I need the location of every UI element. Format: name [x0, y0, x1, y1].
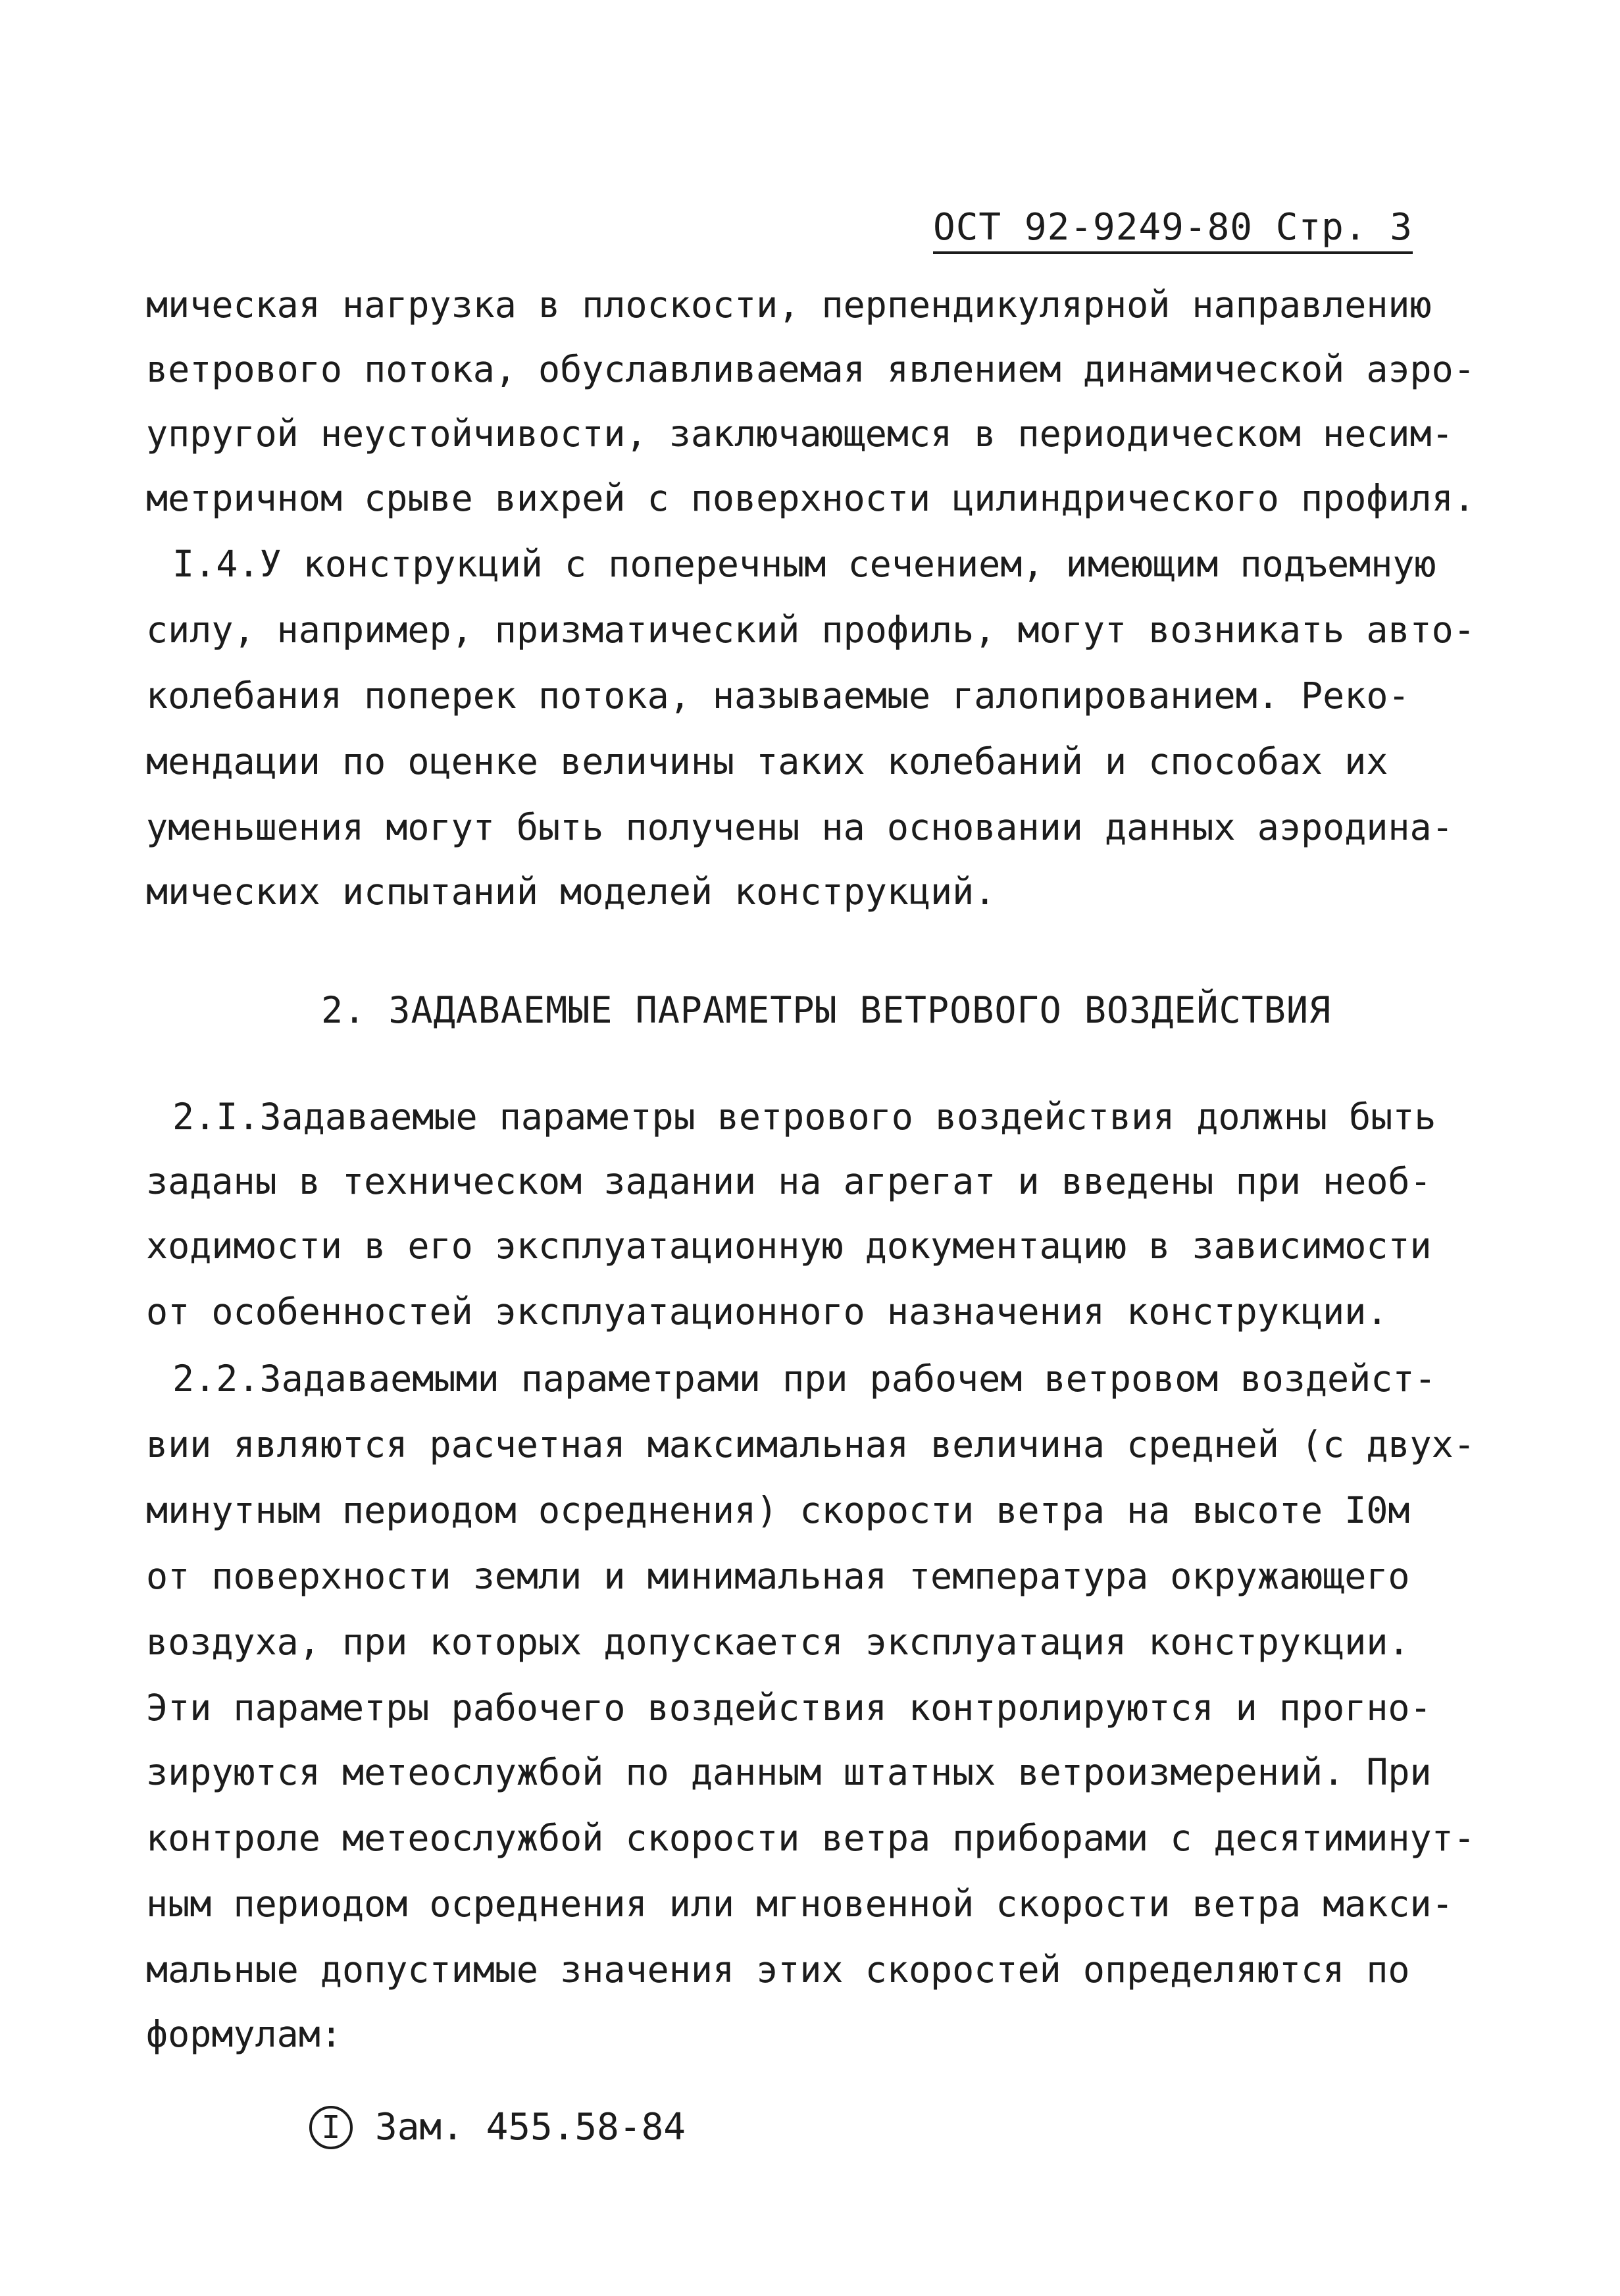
text-line: 2.I.Задаваемые параметры ветрового воздействия должны быть: [172, 1096, 1436, 1138]
text-line: заданы в техническом задании на агрегат и введены при необ-: [146, 1160, 1432, 1202]
text-line: минутным периодом осреднения) скорости ветра на высоте I0м: [146, 1489, 1410, 1531]
text-line: уменьшения могут быть получены на основании данных аэродина-: [146, 806, 1454, 848]
text-line: от поверхности земли и минимальная температура окружающего: [146, 1555, 1410, 1597]
text-line: формулам:: [146, 2013, 343, 2055]
change-note-text: Зам. 455.58-84: [375, 2106, 686, 2149]
text-line: 2.2.Задаваемыми параметрами при рабочем ветровом воздейст-: [172, 1358, 1436, 1400]
text-line: I.4.У конструкций с поперечным сечением, имеющим подъемную: [172, 543, 1436, 585]
text-line: ным периодом осреднения или мгновенной скорости ветра макси-: [146, 1883, 1454, 1925]
text-line: ходимости в его эксплуатационную документацию в зависимости: [146, 1225, 1432, 1267]
text-line: мальные допустимые значения этих скоростей определяются по: [146, 1949, 1410, 1991]
text-line: вии являются расчетная максимальная величина средней (с двух-: [146, 1423, 1475, 1466]
section-heading: 2. ЗАДАВАЕМЫЕ ПАРАМЕТРЫ ВЕТРОВОГО ВОЗДЕЙСТВИЯ: [321, 989, 1332, 1031]
text-line: ветрового потока, обуславливаемая явлением динамической аэро-: [146, 348, 1475, 390]
text-line: мендации по оценке величины таких колебаний и способах их: [146, 740, 1388, 782]
change-note: [309, 2106, 686, 2149]
text-line: Эти параметры рабочего воздействия контролируются и прогно-: [146, 1687, 1432, 1729]
document-header: ОСТ 92-9249-80 Стр. 3: [933, 209, 1413, 254]
text-line: упругой неустойчивости, заключающемся в периодическом несим-: [146, 413, 1454, 455]
text-line: мическая нагрузка в плоскости, перпендикулярной направлению: [146, 284, 1432, 326]
text-line: колебания поперек потока, называемые галопированием. Реко-: [146, 675, 1410, 717]
text-line: метричном срыве вихрей с поверхности цилиндрического профиля.: [146, 477, 1475, 519]
text-line: зируются метеослужбой по данным штатных ветроизмерений. При: [146, 1751, 1432, 1793]
text-line: контроле метеослужбой скорости ветра приборами с десятиминут-: [146, 1817, 1475, 1859]
text-line: от особенностей эксплуатационного назначения конструкции.: [146, 1290, 1388, 1333]
change-number-circle: I: [309, 2106, 353, 2149]
text-line: воздуха, при которых допускается эксплуатация конструкции.: [146, 1621, 1410, 1663]
text-line: мических испытаний моделей конструкций.: [146, 871, 996, 913]
text-line: силу, например, призматический профиль, могут возникать авто-: [146, 609, 1475, 651]
